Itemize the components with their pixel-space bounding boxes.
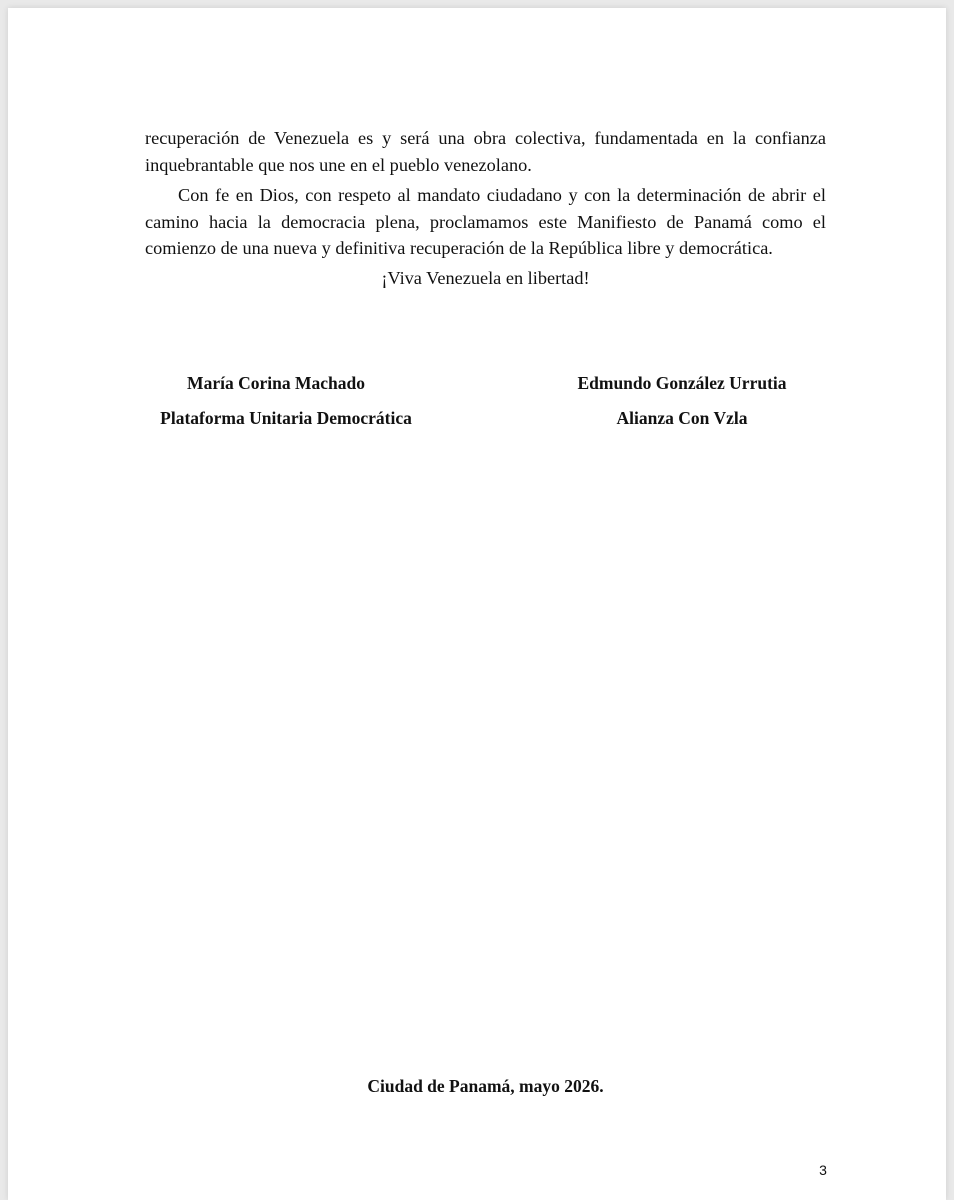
- document-page: [8, 8, 946, 1200]
- paragraph-continuation: recuperación de Venezuela es y será una obra colectiva, fundamentada en la confianza inquebrantable que nos une en el pueblo venezolano.: [145, 128, 826, 175]
- closing-exclamation: ¡Viva Venezuela en libertad!: [381, 268, 590, 288]
- signatory-name-right: Edmundo González Urrutia: [577, 373, 787, 393]
- place-and-date: Ciudad de Panamá, mayo 2026.: [367, 1076, 604, 1096]
- signatory-organization-left: Plataforma Unitaria Democrática: [160, 408, 412, 428]
- page-number: 3: [819, 1162, 827, 1178]
- signatory-organization-right: Alianza Con Vzla: [616, 408, 748, 428]
- paragraph-proclamation: Con fe en Dios, con respeto al mandato ciudadano y con la determinación de abrir el camino hacia la democracia plena, proclamamos este Manifiesto de Panamá como el comienzo de una nueva y definitiva recuperación de la República libre y democrática.: [145, 185, 826, 258]
- signatory-name-left: María Corina Machado: [187, 373, 365, 393]
